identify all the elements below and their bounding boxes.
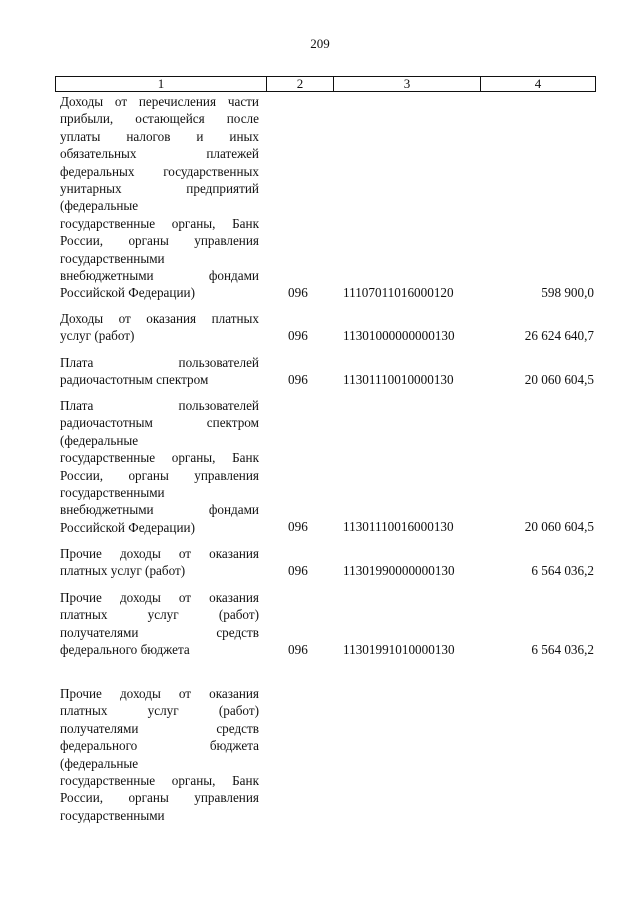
row-name-line: Прочие доходы от оказания <box>60 686 259 701</box>
row-name-line: (федеральные <box>60 432 139 448</box>
row-name-line: внебюджетными фондами <box>60 268 259 284</box>
row-name-line: Российской Федерации) <box>60 519 195 535</box>
amount: 598 900,0 <box>541 285 594 300</box>
admin-code: 096 <box>288 285 308 300</box>
row-name-line: радиочастотным спектром <box>60 415 259 431</box>
row-name <box>60 354 259 389</box>
admin-code: 096 <box>288 563 308 578</box>
row-name <box>60 310 259 345</box>
budget-code: 11301110016000130 <box>343 519 454 534</box>
row-name-line: Доходы от оказания платных <box>60 311 259 326</box>
header-col-3: 3 <box>333 77 480 91</box>
admin-code: 096 <box>288 372 308 387</box>
row-name-line: федеральных государственных <box>60 163 259 179</box>
row-name-line: получателями средств <box>60 624 259 640</box>
row-name <box>60 685 259 824</box>
row-name-line: радиочастотным спектром <box>60 372 209 388</box>
row-name-line: внебюджетными фондами <box>60 502 259 518</box>
row-name-line: (федеральные <box>60 755 139 771</box>
row-name-line: государственными <box>60 807 165 823</box>
row-name <box>60 545 259 580</box>
row-name <box>60 397 259 536</box>
row-name-line: федерального бюджета <box>60 738 259 754</box>
budget-code: 11301991010000130 <box>343 642 455 657</box>
admin-code: 096 <box>288 519 308 534</box>
row-name-line: государственными <box>60 250 165 266</box>
row-name-line: прибыли, остающейся после <box>60 111 259 127</box>
row-name-line: платных услуг (работ) <box>60 703 259 719</box>
row-name-line: Прочие доходы от оказания <box>60 590 259 605</box>
row-name-line: России, органы управления <box>60 790 259 806</box>
budget-code: 11107011016000120 <box>343 285 454 300</box>
row-name <box>60 589 259 659</box>
amount: 6 564 036,2 <box>531 563 594 578</box>
row-name-line: уплаты налогов и иных <box>60 128 259 144</box>
row-name-line: России, органы управления <box>60 467 259 483</box>
header-col-2: 2 <box>266 77 333 91</box>
row-name-line: Доходы от перечисления части <box>60 94 259 109</box>
admin-code: 096 <box>288 328 308 343</box>
amount: 26 624 640,7 <box>524 328 594 343</box>
row-name-line: Российской Федерации) <box>60 285 195 301</box>
row-name-line: Плата пользователей <box>60 398 259 413</box>
row-name-line: платных услуг (работ) <box>60 563 186 579</box>
amount: 20 060 604,5 <box>524 519 594 534</box>
amount: 20 060 604,5 <box>524 372 594 387</box>
row-name-line: унитарных предприятий <box>60 181 259 197</box>
row-name <box>60 93 259 302</box>
row-name-line: России, органы управления <box>60 233 259 249</box>
row-name-line: государственные органы, Банк <box>60 450 259 466</box>
row-name-line: получателями средств <box>60 720 259 736</box>
row-name-line: платных услуг (работ) <box>60 607 259 623</box>
row-name-line: обязательных платежей <box>60 146 259 162</box>
row-name-line: (федеральные <box>60 198 139 214</box>
header-col-4: 4 <box>480 77 595 91</box>
page-number: 209 <box>310 36 330 51</box>
header-col-1: 1 <box>157 76 165 91</box>
row-name-line: услуг (работ) <box>60 328 135 344</box>
row-name-line: федерального бюджета <box>60 642 190 658</box>
row-name-line: государственные органы, Банк <box>60 215 259 231</box>
row-name-line: Прочие доходы от оказания <box>60 546 259 561</box>
row-name-line: Плата пользователей <box>60 355 259 370</box>
budget-code: 11301990000000130 <box>343 563 455 578</box>
amount: 6 564 036,2 <box>531 642 594 657</box>
admin-code: 096 <box>288 642 308 657</box>
table-header <box>55 76 596 92</box>
budget-code: 11301000000000130 <box>343 328 455 343</box>
row-name-line: государственные органы, Банк <box>60 773 259 789</box>
row-name-line: государственными <box>60 485 165 501</box>
budget-code: 11301110010000130 <box>343 372 454 387</box>
